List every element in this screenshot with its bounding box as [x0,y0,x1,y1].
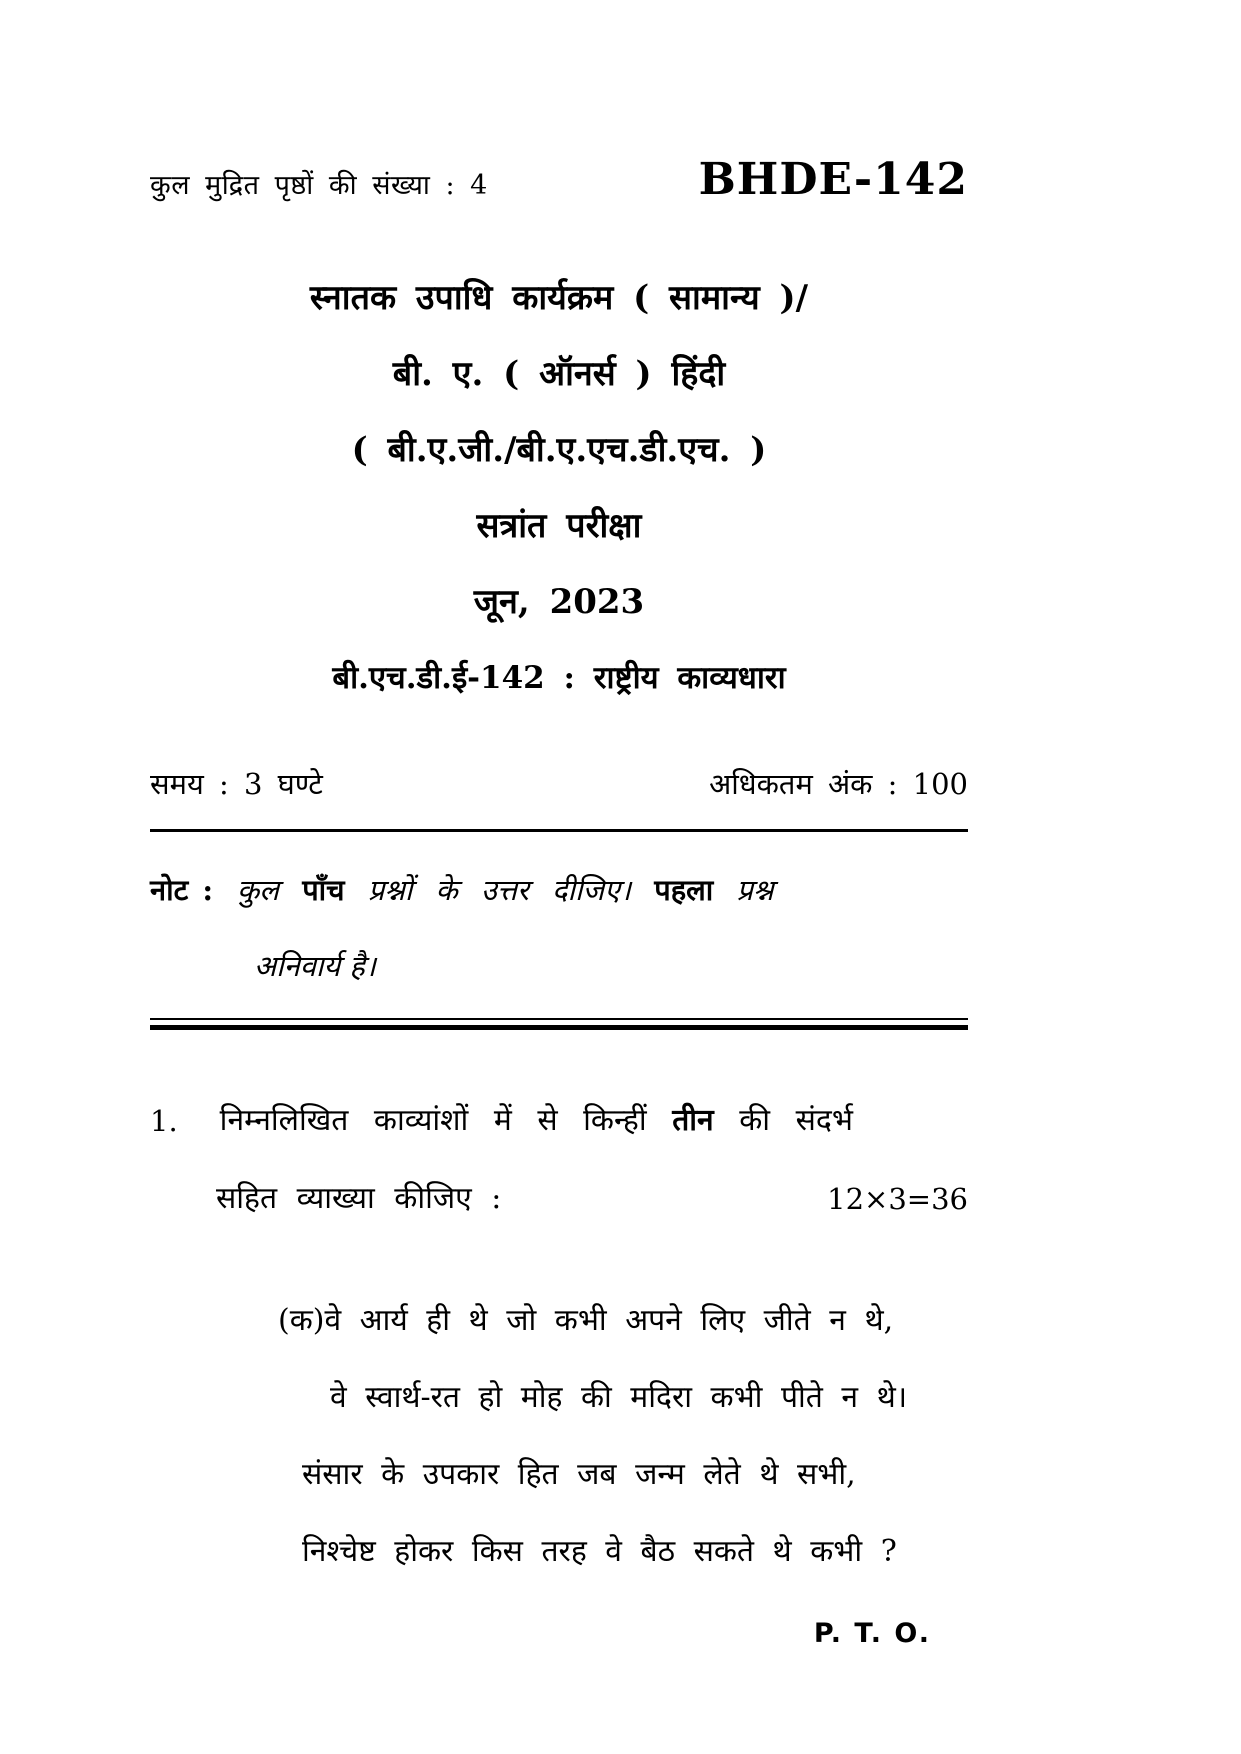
page-header [150,154,968,205]
divider-rule [150,829,968,832]
verse-part-a [150,1282,968,1590]
note-line1 [150,852,968,928]
title-programme-line2: बी. ए. ( ऑनर्स ) हिंदी [392,354,726,394]
pto-label: P. T. O. [813,1618,931,1649]
note-label: नोट : [150,873,214,907]
question-1-line1 [150,1082,968,1160]
q1-seg1: निम्नलिखित काव्यांशों में से किन्हीं [219,1103,647,1138]
meta-row [150,764,968,803]
question-1 [150,1082,968,1238]
note-line2: अनिवार्य है। [254,949,376,983]
max-marks: अधिकतम अंक : 100 [709,767,968,801]
title-block [150,260,968,716]
title-session: जून, 2023 [473,582,645,622]
double-rule [150,1018,968,1030]
verse-part-label: (क) [278,1303,325,1338]
marks-value: 12×3=36 [827,1182,968,1216]
note-text [237,852,968,928]
title-course-line: बी.एच.डी.ई-142 : राष्ट्रीय काव्यधारा [332,660,786,696]
title-programme-line1: स्नातक उपाधि कार्यक्रम ( सामान्य )/ [309,278,809,318]
verse-line-text: वे आर्य ही थे जो कभी अपने लिए जीते न थे, [324,1303,894,1338]
printed-pages-note: कुल मुद्रित पृष्ठों की संख्या : 4 [150,170,488,201]
verse-line [278,1282,968,1359]
verse-line: संसार के उपकार हित जब जन्म लेते थे सभी, [302,1457,856,1492]
paper-code: BHDE-142 [698,154,968,205]
page-content [150,0,968,1590]
note-bold-word1: पाँच [302,873,345,907]
question-text-line2: सहित व्याख्या कीजिए : [216,1181,502,1216]
q1-seg2: की संदर्भ [739,1103,853,1138]
note-bold-word2: पहला [654,873,714,907]
question-number: 1. [150,1104,178,1138]
exam-duration: समय : 3 घण्टे [150,767,323,801]
note-block [150,852,968,1004]
question-1-line2 [150,1160,968,1238]
q1-bold-word: तीन [672,1103,714,1138]
title-programme-line3: ( बी.ए.जी./बी.ए.एच.डी.एच. ) [351,430,767,470]
note-seg3: प्रश्न [736,873,774,907]
note-seg1: कुल [237,873,279,907]
question-text-line1 [220,1082,853,1160]
note-seg2: प्रश्नों के उत्तर दीजिए। [367,873,632,907]
verse-line: वे स्वार्थ-रत हो मोह की मदिरा कभी पीते न थे। [330,1380,908,1415]
title-exam-name: सत्रांत परीक्षा [476,506,642,546]
verse-line: निश्चेष्ट होकर किस तरह वे बैठ सकते थे कभी ? [302,1534,897,1569]
